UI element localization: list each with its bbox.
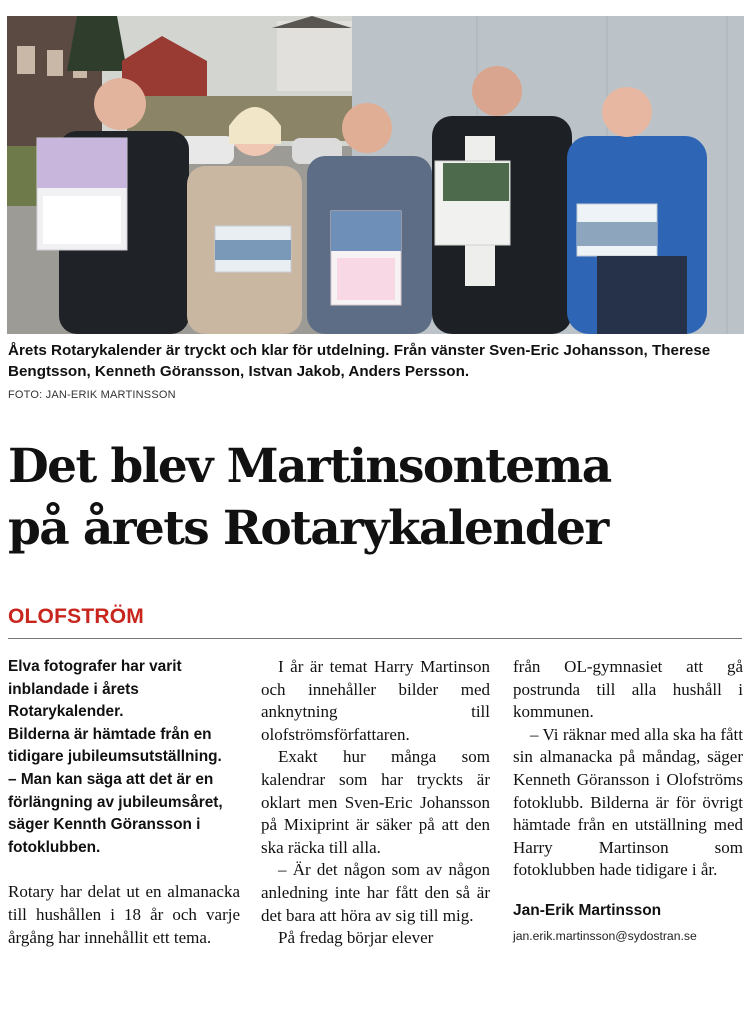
headline-line-2: på årets Rotarykalender	[8, 501, 608, 556]
lead-paragraph-2: Bilderna är hämtade från en tidigare jubileumsutställning.	[8, 725, 222, 766]
group-photo-illustration	[7, 16, 744, 334]
body-paragraph: I år är temat Harry Martinson och innehåller bilder med anknytning till olofströmsförfattaren.	[261, 657, 490, 744]
section-divider	[8, 638, 742, 639]
article-photo	[7, 16, 744, 334]
body-paragraph: från OL-gymnasiet att gå postrunda till alla hushåll i kommunen.	[513, 657, 743, 722]
body-paragraph: – Är det någon som av någon anledning inte har fått den så är det bara att höra av sig till mig.	[261, 860, 490, 925]
location-kicker: OLOFSTRÖM	[8, 605, 144, 628]
photo-caption: Årets Rotarykalender är tryckt och klar för utdelning. Från vänster Sven-Eric Johansson, Therese Bengtsson, Kenneth Göransson, Istvan Jakob, Anders Persson.	[8, 342, 711, 380]
body-paragraph: – Vi räknar med alla ska ha fått sin almanacka på måndag, säger Kenneth Göransson i Olofströms fotoklubb. Bilderna är för övrigt hämtade från en utställning med Harry Martinson som fotoklubben hade tidigare i år.	[513, 724, 743, 880]
article-column-3	[513, 656, 743, 943]
lead-paragraph-1: Elva fotografer har varit inblandade i årets Rotarykalender.	[8, 658, 182, 721]
lead-paragraph-3: – Man kan säga att det är en förlängning av jubileumsåret, säger Kennth Göransson i fotoklubben.	[8, 770, 223, 856]
body-paragraph: Rotary har delat ut en almanacka till hushållen i 18 år och varje årgång har innehållit ett tema.	[8, 882, 240, 947]
headline	[8, 436, 753, 560]
article-column-1	[8, 656, 240, 949]
headline-line-1: Det blev Martinsontema	[8, 439, 611, 494]
body-paragraph: Exakt hur många som kalendrar som har tryckts är oklart men Sven-Eric Johansson på Mixiprint är säker på att den ska räcka till alla.	[261, 747, 490, 857]
author-byline: Jan-Erik Martinsson	[513, 901, 662, 919]
author-email-link[interactable]: jan.erik.martinsson@sydostran.se	[513, 928, 697, 943]
body-paragraph: På fredag börjar elever	[278, 928, 434, 948]
article-column-2	[261, 656, 490, 950]
photo-credit: FOTO: JAN-ERIK MARTINSSON	[8, 389, 176, 401]
